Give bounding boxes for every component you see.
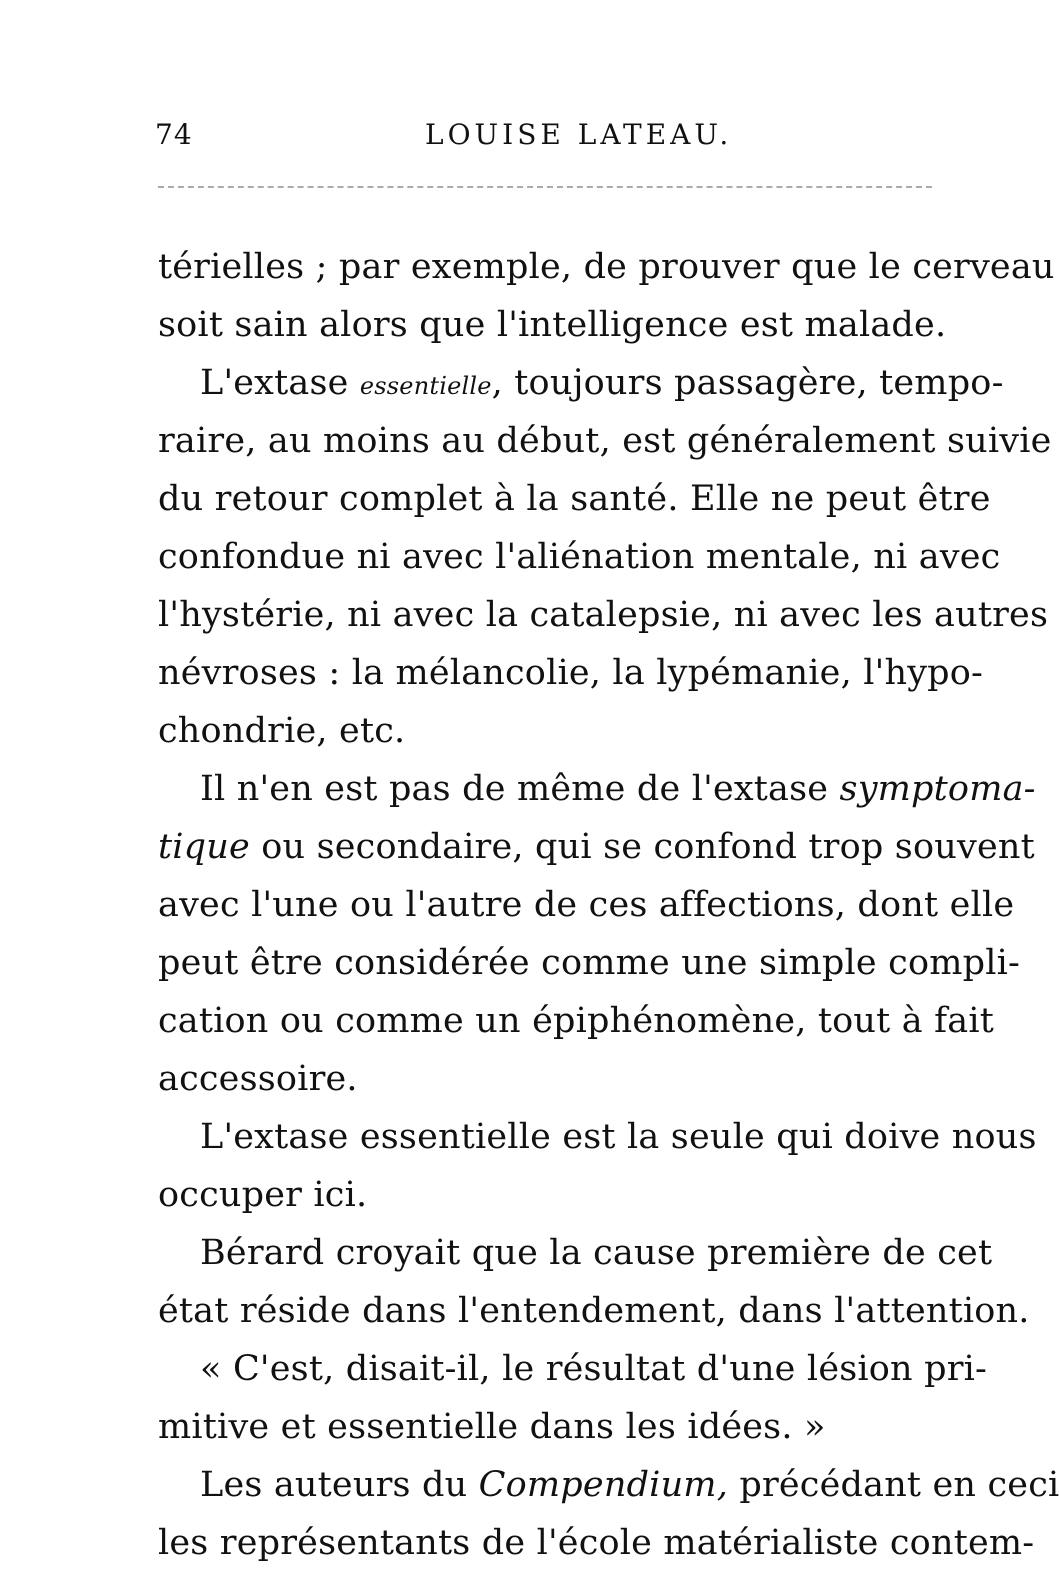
text-line: du retour complet à la santé. Elle ne peut être (158, 479, 991, 519)
text-line: soit sain alors que l'intelligence est malade. (158, 305, 947, 345)
text-line: peut être considérée comme une simple compli- (158, 943, 1021, 983)
text-line: Les auteurs du Compendium, précédant en ceci (200, 1465, 1059, 1505)
italic-title: Compendium, (478, 1465, 729, 1505)
body-text (158, 238, 1059, 1572)
italic-term: tique (158, 827, 250, 867)
text-line: état réside dans l'entendement, dans l'attention. (158, 1291, 1030, 1331)
running-head (155, 118, 935, 158)
text-line: L'extase essentielle, toujours passagère, tempo- (200, 363, 1004, 403)
text-line: confondue ni avec l'aliénation mentale, ni avec (158, 537, 1001, 577)
page-number: 74 (155, 118, 193, 151)
text-line: térielles ; par exemple, de prouver que le cerveau (158, 247, 1055, 287)
text-line: les représentants de l'école matérialiste contem- (158, 1523, 1035, 1563)
italic-term: essentielle (359, 372, 492, 400)
text-line: accessoire. (158, 1059, 358, 1099)
text-line: névroses : la mélancolie, la lypémanie, l'hypo- (158, 653, 984, 693)
text-line: « C'est, disait-il, le résultat d'une lésion pri- (200, 1349, 988, 1389)
text-line: mitive et essentielle dans les idées. » (158, 1407, 826, 1447)
text-line: cation ou comme un épiphénomène, tout à fait (158, 1001, 995, 1041)
text-line: Bérard croyait que la cause première de cet (200, 1233, 993, 1273)
text-line: avec l'une ou l'autre de ces affections, dont elle (158, 885, 1015, 925)
text-line: raire, au moins au début, est généralement suivie (158, 421, 1052, 461)
text-line: tique ou secondaire, qui se confond trop souvent (158, 827, 1035, 867)
text-line: occuper ici. (158, 1175, 368, 1215)
text-line: chondrie, etc. (158, 711, 406, 751)
text-line: l'hystérie, ni avec la catalepsie, ni avec les autres (158, 595, 1049, 635)
running-title: LOUISE LATEAU. (425, 118, 733, 151)
text-line: L'extase essentielle est la seule qui doive nous (200, 1117, 1037, 1157)
italic-term: symptoma- (839, 769, 1036, 809)
header-rule (158, 186, 932, 188)
text-line: Il n'en est pas de même de l'extase symptoma- (200, 769, 1036, 809)
